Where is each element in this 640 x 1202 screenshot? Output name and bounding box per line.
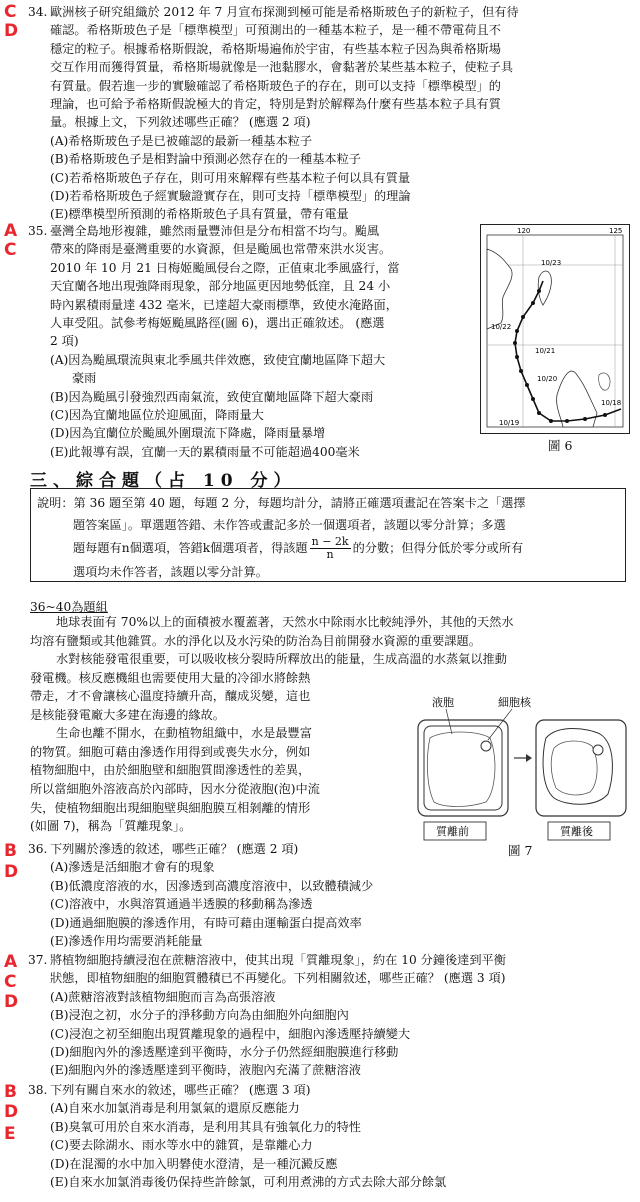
passage-line: 生命也離不開水，在動植物組織中，水是最豐富 (56, 726, 312, 741)
figure-7-caption: 圖 7 (508, 843, 533, 858)
cell-membrane-after (543, 729, 612, 805)
vacuole-after (551, 741, 597, 795)
option-e: (E)細胞內外的滲透壓達到平衡時，液胞內充滿了蔗糖溶液 (50, 1063, 361, 1078)
answer-mark-q35-1: A (4, 221, 18, 241)
stem-line: 有質量。假若進一步的實驗確認了希格斯玻色子的存在，則可以支持「標準模型」的 (50, 78, 501, 93)
stem-line: 交互作用而獲得質量，希格斯場就像是一池黏膠水，會黏著於某些基本粒子，使粒子具 (50, 60, 514, 75)
stem-line: 確認。希格斯玻色子是「標準模型」可預測出的一種基本粒子，是一種不帶電荷且不 (50, 23, 501, 38)
instructions-line: 題答案區」。單選題答錯、未作答或畫記多於一個選項者，該題以零分計算；多選 (73, 518, 506, 532)
question-stem (50, 3, 519, 132)
question-number: 34. (28, 5, 48, 19)
date-label: 10/22 (491, 323, 512, 331)
figure-6-caption: 圖 6 (548, 438, 573, 453)
question-number: 38. (28, 1083, 48, 1097)
question-37 (28, 951, 506, 1080)
cell-wall-before (418, 720, 508, 816)
instructions-text: 的分數；但得分低於零分或所有 (352, 541, 524, 555)
date-label: 10/23 (541, 259, 562, 267)
date-label: 10/20 (537, 375, 558, 383)
passage-line: 的物質。細胞可藉由滲透作用得到或喪失水分，例如 (30, 744, 311, 759)
option-c: (C)若希格斯玻色子存在，則可用來解釋有些基本粒子何以具有質量 (50, 170, 411, 185)
label-after: 質離後 (560, 825, 593, 838)
stem-line: 將植物細胞持續浸泡在蔗糖溶液中，使其出現「質離現象」，約在 10 分鐘後達到平衡 (50, 953, 506, 967)
option-d: (D)細胞內外的滲透壓達到平衡時，水分子仍然經細胞膜進行移動 (50, 1045, 399, 1060)
answer-mark-q36-1: B (4, 841, 17, 861)
date-label: 10/19 (499, 419, 520, 427)
question-stem (50, 1081, 446, 1099)
option-a: (A)希格斯玻色子是已被確認的最新一種基本粒子 (50, 133, 313, 148)
option-b: (B)因為颱風引發強烈西南氣流，致使宜蘭地區降下超大豪雨 (50, 389, 374, 404)
instructions-line: 說明：第 36 題至第 40 題，每題 2 分，每題均計分，請將正確選項畫記在答案卡之「選擇 (37, 496, 526, 510)
stem-line: 天宜蘭各地出現強降雨現象，部分地區更因地勢低窪，且 24 小 (50, 279, 391, 294)
option-e: (E)滲透作用均需要消耗能量 (50, 934, 203, 949)
label-before: 質離前 (436, 825, 469, 838)
question-number: 36. (28, 842, 48, 856)
score-fraction (310, 536, 351, 561)
question-number: 37. (28, 953, 48, 967)
answer-mark-q35-2: C (4, 240, 17, 260)
stem-line: 穩定的粒子。根據希格斯假說，希格斯場遍佈於宇宙，有些基本粒子因為與希格斯場 (50, 41, 501, 56)
answer-mark-q34-1: C (4, 2, 17, 22)
nucleus-before (481, 741, 491, 751)
label-vacuole: 液胞 (432, 696, 454, 709)
fraction-numerator: n − 2k (311, 535, 349, 548)
option-a: (A)滲透是活細胞才會有的現象 (50, 860, 215, 875)
option-c: (C)溶液中，水與溶質通過半透膜的移動稱為滲透 (50, 897, 313, 912)
option-c: (C)因為宜蘭地區位於迎風面，降雨量大 (50, 408, 264, 423)
stem-line: 理論，也可給予希格斯假說極大的肯定，特別是對於解釋為什麼有些基本粒子具有質 (50, 97, 501, 112)
passage-line: 所以當細胞外溶液高於內部時，因水分從液胞(泡)中流 (30, 781, 320, 796)
arrow-head (526, 754, 532, 762)
instructions-text: 題每題有n個選項，答錯k個選項者，得該題 (73, 541, 308, 555)
question-stem (50, 222, 400, 351)
passage-line: 發電機。核反應機組也需要使用大量的冷卻水將餘熱 (30, 670, 311, 685)
question-stem (50, 951, 506, 988)
answer-mark-q34-2: D (4, 21, 19, 41)
longitude-label: 125 (609, 227, 623, 235)
answer-mark-q37-3: D (4, 992, 19, 1012)
option-b: (B)臭氧可用於自來水消毒，是利用其具有強氧化力的特性 (50, 1119, 361, 1134)
option-a: (A)蔗糖溶液對該植物細胞而言為高張溶液 (50, 989, 276, 1004)
typhoon-track-map (480, 224, 630, 434)
option-b: (B)浸泡之初，水分子的淨移動方向為由細胞外向細胞內 (50, 1008, 349, 1023)
option-d: (D)通過細胞膜的滲透作用，有時可藉由運輸蛋白提高效率 (50, 915, 362, 930)
plasmolysis-graphic (412, 694, 630, 844)
longitude-label: 120 (517, 227, 531, 235)
nucleus-after (593, 745, 603, 755)
passage-line: 失，使植物細胞出現細胞壁與細胞膜互相剝離的情形 (30, 800, 311, 815)
stem-line: 臺灣全島地形複雜，雖然雨量豐沛但是分布相當不均勻。颱風 (50, 224, 380, 238)
mainland-coast (487, 249, 512, 329)
option-d: (D)因為宜蘭位於颱風外圍環流下降處，降雨量暴增 (50, 426, 326, 441)
stem-line: 下列關於滲透的敘述，哪些正確？ (應選 2 項) (50, 842, 299, 856)
plasmolysis-figure (412, 694, 630, 844)
passage-line: 是核能發電廠大多建在海邊的緣故。 (30, 707, 225, 722)
date-label: 10/18 (601, 399, 622, 407)
small-island (599, 373, 610, 390)
stem-line: 狀態，即植物細胞的細胞質體積已不再變化。下列相關敘述，哪些正確？ (應選 3 項) (50, 971, 506, 986)
section-title: 三、綜合題（占 10 分） (30, 471, 297, 491)
option-d: (D)在混濁的水中加入明礬使水澄清，是一種沉澱反應 (50, 1156, 338, 1171)
option-a: (A)因為颱風環流與東北季風共伴效應，致使宜蘭地區降下超大 (50, 352, 386, 367)
passage-narrow (30, 687, 320, 836)
option-e: (E)標準模型所預測的希格斯玻色子具有質量，帶有電量 (50, 207, 349, 222)
group-title: 36~40為題組 (30, 600, 108, 614)
option-b: (B)低濃度溶液的水，因滲透到高濃度溶液中，以致體積減少 (50, 878, 374, 893)
question-38 (28, 1081, 446, 1191)
passage-line: 地球表面有 70%以上的面積被水覆蓋著，天然水中除雨水比較純淨外，其他的天然水 (56, 615, 514, 629)
option-e: (E)自來水加氯消毒後仍保持些許餘氯，可利用煮沸的方式去除大部分餘氯 (50, 1175, 447, 1190)
stem-line: 2 項) (50, 334, 79, 349)
stem-line: 2010 年 10 月 21 日梅姬颱風侵台之際，正值東北季風盛行，當 (50, 260, 400, 275)
instructions-box (30, 488, 626, 582)
answer-mark-q37-2: C (4, 972, 17, 992)
passage-full-width (30, 613, 514, 687)
answer-mark-q38-3: E (4, 1124, 16, 1144)
option-a-continued: 豪雨 (72, 371, 97, 386)
answer-mark-q38-1: B (4, 1082, 17, 1102)
option-e: (E)此報導有誤，宜蘭一天的累積雨量不可能超過400毫米 (50, 444, 360, 459)
stem-line: 歐洲核子研究組織於 2012 年 7 月宣布探測到極可能是希格斯玻色子的新粒子，但有待 (50, 5, 519, 19)
instructions-line: 選項均未作答者，該題以零分計算。 (73, 565, 268, 579)
date-label: 10/21 (535, 347, 556, 355)
question-stem (50, 840, 373, 858)
passage-line: 植物細胞中，由於細胞壁和細胞質間滲透性的差異， (30, 763, 311, 778)
option-d: (D)若希格斯玻色子經實驗證實存在，則可支持「標準模型」的理論 (50, 189, 411, 204)
answer-mark-q38-2: D (4, 1102, 19, 1122)
stem-line: 下列有關自來水的敘述，哪些正確？ (應選 3 項) (50, 1083, 311, 1097)
stem-line: 人車受阻。試參考梅姬颱風路徑(圖 6)，選出正確敘述。 (應選 (50, 316, 385, 331)
passage-line: 帶走，才不會讓核心溫度持續升高，釀成災變，這也 (30, 689, 311, 703)
answer-mark-q37-1: A (4, 952, 18, 972)
answer-mark-q36-2: D (4, 862, 19, 882)
question-34 (28, 3, 519, 224)
passage-line: (如圖 7)，稱為「質離現象」。 (30, 819, 192, 834)
option-a: (A)自來水加氯消毒是利用氯氣的還原反應能力 (50, 1101, 300, 1116)
passage-line: 水對核能發電很重要，可以吸收核分裂時所釋放出的能量，生成高溫的水蒸氣以推動 (56, 652, 507, 667)
fraction-denominator: n (326, 548, 334, 561)
instructions-line-formula (37, 536, 619, 561)
label-nucleus: 細胞核 (498, 696, 531, 709)
question-number: 35. (28, 224, 48, 238)
option-c: (C)浸泡之初至細胞出現質離現象的過程中，細胞內滲透壓持續變大 (50, 1026, 411, 1041)
question-36 (28, 840, 373, 950)
typhoon-map-graphic (481, 225, 629, 433)
passage-line: 均溶有鹽類或其他雜質。水的淨化以及水污染的防治為目前開發水資源的重要課題。 (30, 633, 481, 648)
option-c: (C)要去除湖水、雨水等水中的雜質，是靠離心力 (50, 1138, 313, 1153)
stem-line: 時內累積雨量達 432 毫米，已達超大豪雨標準，致使水淹路面， (50, 297, 398, 312)
stem-line: 帶來的降雨是臺灣重要的水資源，但是颱風也常帶來洪水災害。 (50, 242, 392, 257)
question-35 (28, 222, 400, 461)
option-b: (B)希格斯玻色子是相對論中預測必然存在的一種基本粒子 (50, 152, 361, 167)
stem-line: 量。根據上文，下列敘述哪些正確？ (應選 2 項) (50, 115, 311, 130)
